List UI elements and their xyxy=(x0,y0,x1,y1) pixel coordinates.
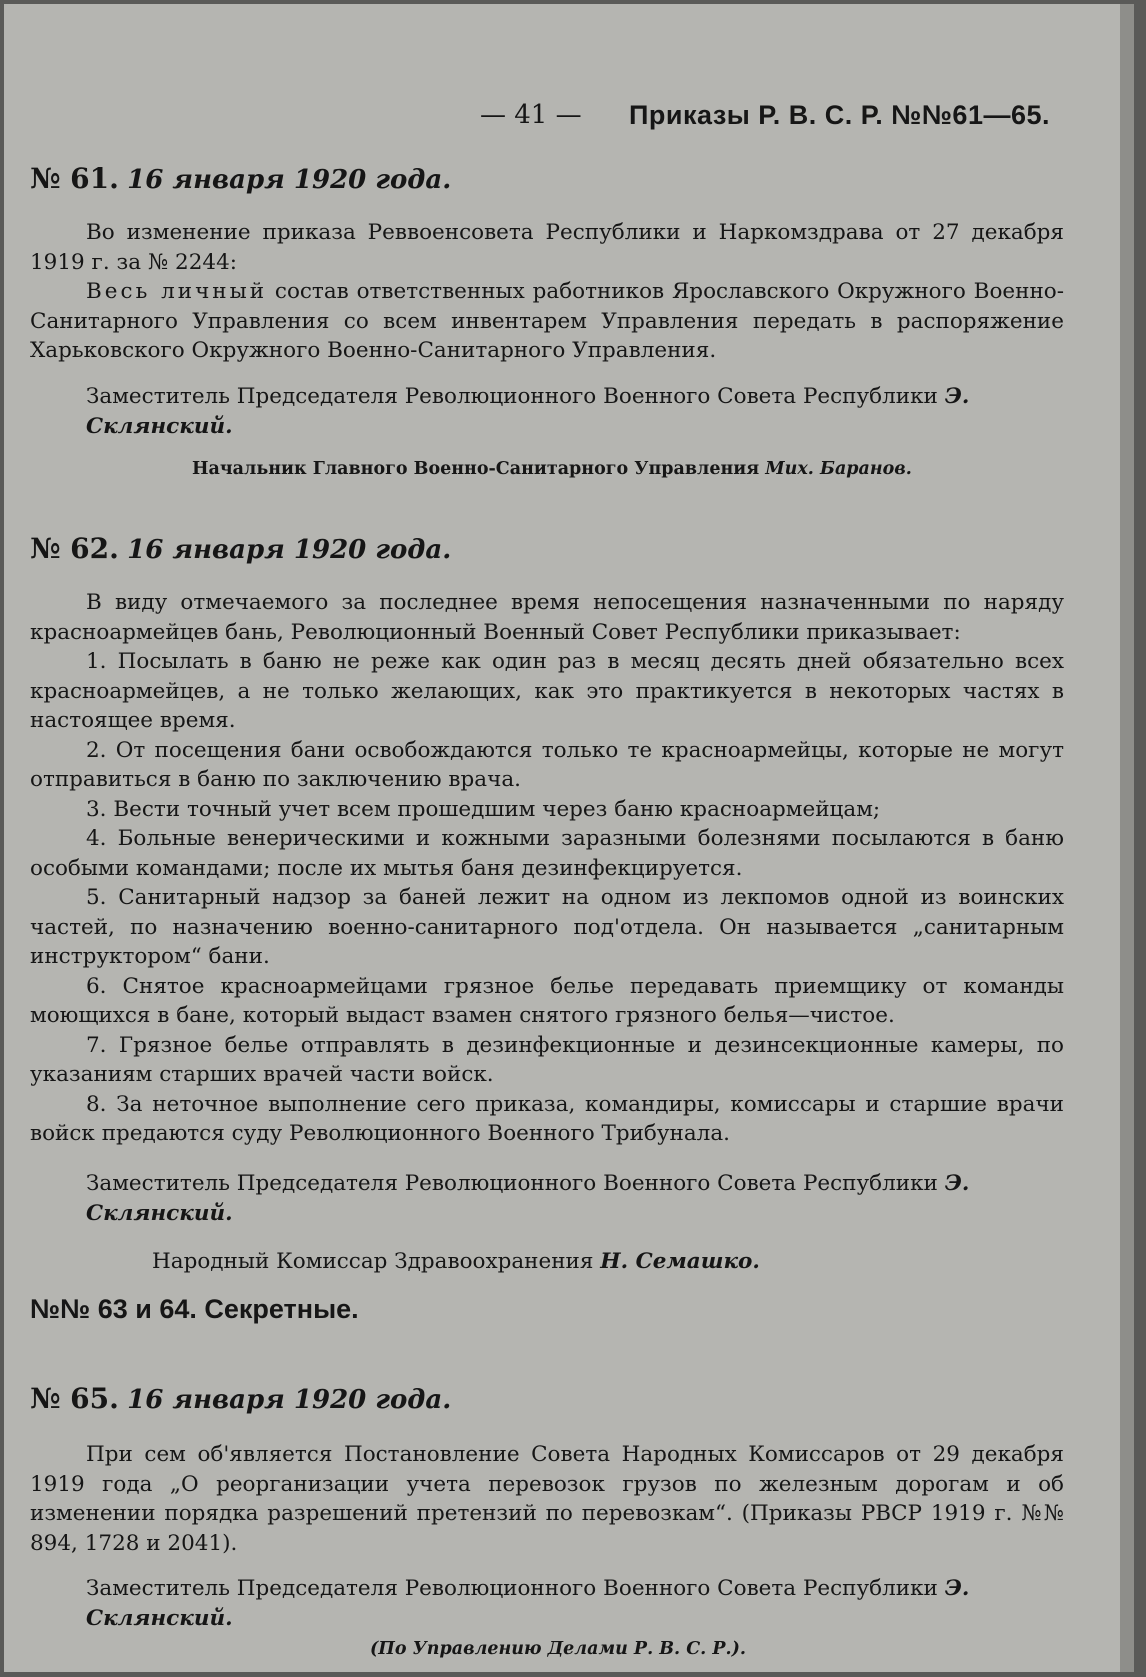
order-62-item: 4. Больные венерическими и кожными заразными болезнями посылаются в баню особыми командами; после их мытья баня дезинфекцируется. xyxy=(30,826,1064,881)
order-62-intro: В виду отмечаемого за последнее время непосещения назначенными по наряду красноармейцев бань, Революционный Военный Совет Республики приказывает: xyxy=(30,590,1064,645)
page-header xyxy=(4,100,1064,140)
order-65-sig-name: Э. Склянский. xyxy=(86,1576,970,1631)
order-61-heading xyxy=(30,162,1064,198)
document-page xyxy=(4,4,1134,1672)
order-61-intro: Во изменение приказа Реввоенсовета Республики и Наркомздрава от 27 декабря 1919 г. за № 2244: xyxy=(30,220,1064,275)
order-62-signature-1 xyxy=(30,1169,1064,1229)
series-title: Приказы Р. В. С. Р. №№61—65. xyxy=(628,100,1050,130)
order-61-body-text: состав ответственных работников Ярославского Окружного Военно-Санитарного Управления со всем инвентарем Управления передать в распоряжение Харьковского Окружного Военно-Санитарного Управления. xyxy=(30,279,1064,363)
order-61-body xyxy=(30,277,1064,366)
order-62-item: 8. За неточное выполнение сего приказа, командиры, комиссары и старшие врачи войск предаются суду Революционного Военного Трибунала. xyxy=(30,1091,1064,1146)
order-62-item: 1. Посылать в баню не реже как один раз в месяц десять дней обязательно всех красноармейцев, а не только желающих, как это практикуется в некоторых частях в настоящее время. xyxy=(30,649,1064,733)
order-65-footer: (По Управлению Делами Р. В. С. Р.). xyxy=(370,1639,746,1659)
order-62-item: 2. От посещения бани освобождаются только те красноармейцы, которые не могут отправиться в баню по заключению врача. xyxy=(30,737,1064,792)
order-61-number: № 61. xyxy=(30,162,119,195)
order-61-signature-2 xyxy=(30,454,1064,484)
order-62-item: 7. Грязное белье отправлять в дезинфекционные и дезинсекционные камеры, по указаниям старших врачей части войск. xyxy=(30,1032,1064,1087)
order-61-sig2-title: Начальник Главного Военно-Санитарного Управления xyxy=(192,458,760,479)
order-65-body: При сем об'является Постановление Совета Народных Комиссаров от 29 декабря 1919 года „О реорганизации учета перевозок грузов по железным дорогам и об изменении порядка разрешений претензий по перевозкам“. (Приказы РВСР 1919 г. №№ 894, 1728 и 2041). xyxy=(30,1442,1064,1556)
orders-63-64-heading: №№ 63 и 64. Секретные. xyxy=(30,1294,359,1324)
order-62-date: 16 января 1920 года. xyxy=(127,535,452,565)
order-62-items xyxy=(30,647,1064,1149)
order-62-number: № 62. xyxy=(30,532,119,565)
order-62 xyxy=(30,532,1064,1277)
page-number: — 41 — xyxy=(480,100,582,130)
order-65-number: № 65. xyxy=(30,1382,119,1415)
order-62-sig1-name: Э. Склянский. xyxy=(86,1170,970,1226)
order-62-item: 6. Снятое красноармейцами грязное белье передавать приемщику от команды моющихся в бане, который выдаст взамен снятого грязного белья—чистое. xyxy=(30,973,1064,1028)
order-61-sig1-name: Э. Склянский. xyxy=(86,383,970,439)
order-65-sig-title: Заместитель Председателя Революционного Военного Совета Республики xyxy=(86,1576,938,1601)
order-61-sig2-name: Мих. Баранов. xyxy=(765,458,912,479)
order-61-body-lead: Весь личный xyxy=(86,279,268,304)
page-edge xyxy=(1120,4,1134,1672)
order-62-item: 3. Вести точный учет всем прошедшим через баню красноармейцам; xyxy=(86,796,881,822)
order-62-sig2-name: Н. Семашко. xyxy=(600,1248,760,1274)
order-61-signature-1 xyxy=(30,382,1064,442)
order-61 xyxy=(30,162,1064,484)
orders-63-64 xyxy=(30,1294,1064,1325)
order-62-signature-2 xyxy=(30,1247,1064,1277)
order-65-heading xyxy=(30,1382,1064,1418)
order-62-heading xyxy=(30,532,1064,568)
order-65 xyxy=(30,1382,1064,1664)
order-62-item: 5. Санитарный надзор за баней лежит на одном из лекпомов одной из воинских частей, по назначению военно-санитарного под'отдела. Он называется „санитарным инструктором“ бани. xyxy=(30,885,1064,969)
order-61-date: 16 января 1920 года. xyxy=(127,165,452,195)
order-62-sig1-title: Заместитель Председателя Революционного Военного Совета Республики xyxy=(86,1170,938,1196)
order-65-date: 16 января 1920 года. xyxy=(127,1385,452,1415)
order-65-signature xyxy=(30,1574,1064,1634)
order-62-sig2-title: Народный Комиссар Здравоохранения xyxy=(152,1248,594,1274)
order-61-sig1-title: Заместитель Председателя Революционного Военного Совета Республики xyxy=(86,383,938,409)
